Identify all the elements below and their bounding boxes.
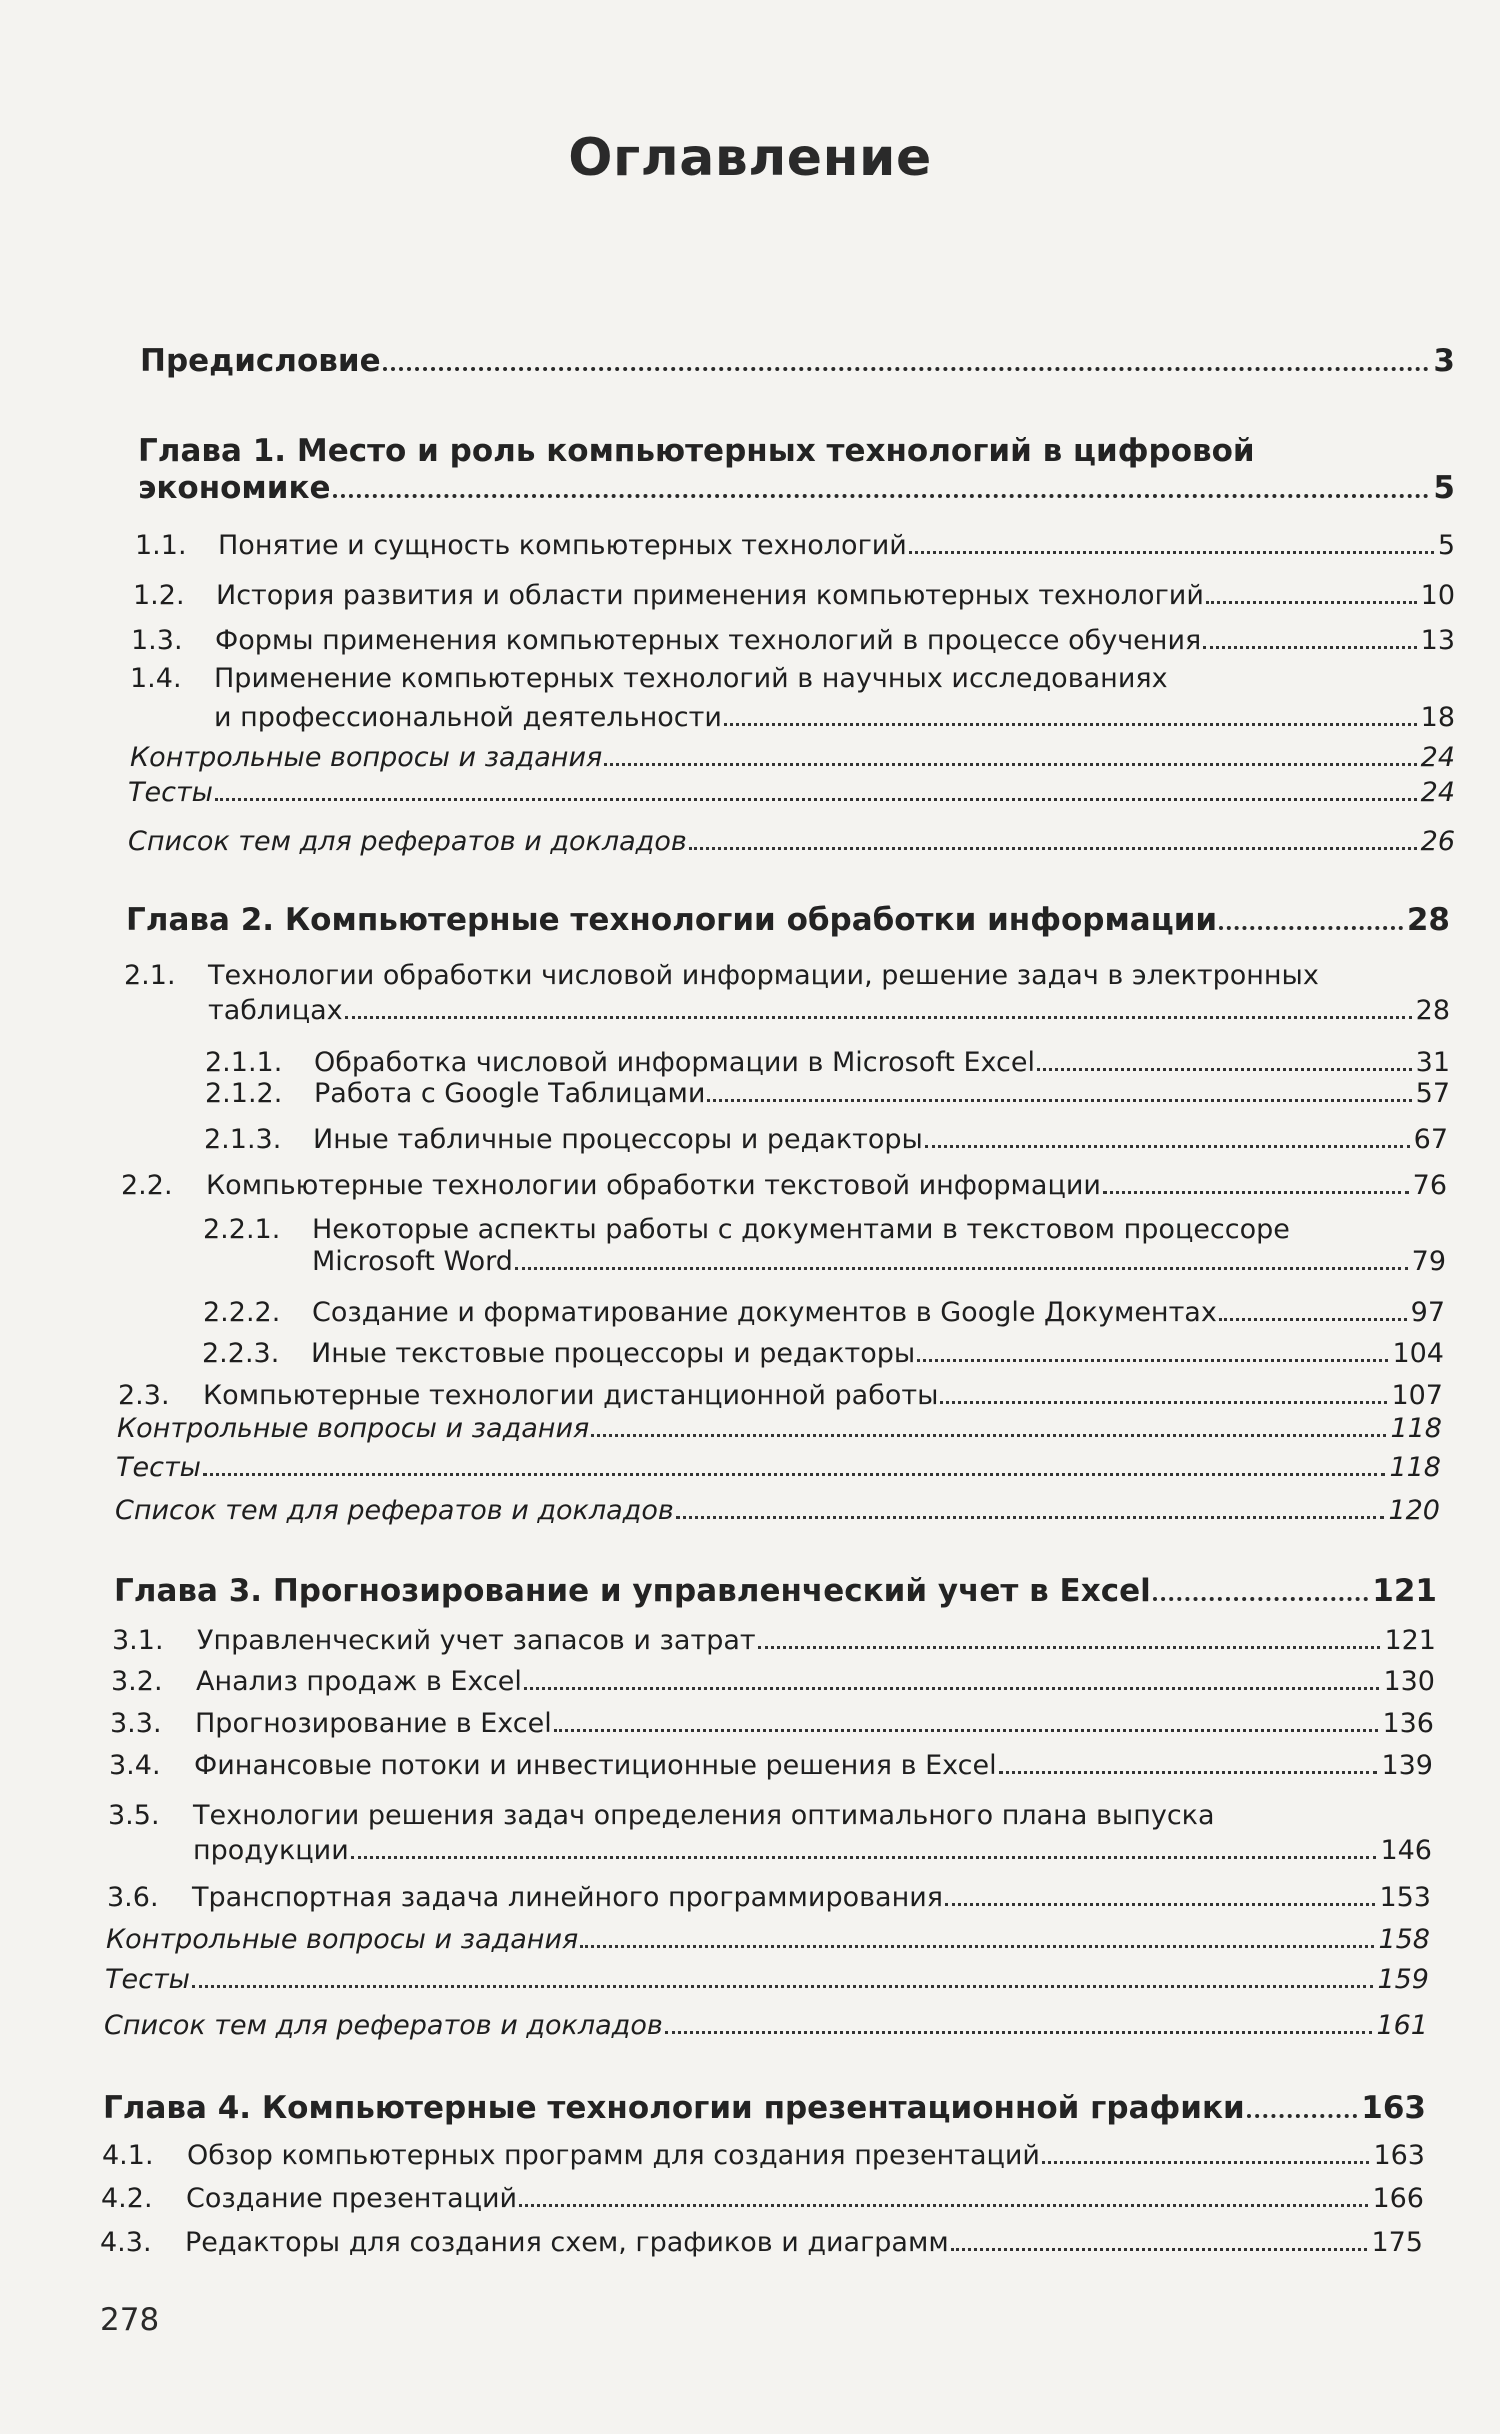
toc-entry-title: Создание и форматирование документов в Google Документах bbox=[312, 1297, 1217, 1328]
toc-entry-title-continued: и профессиональной деятельности bbox=[214, 702, 722, 733]
toc-page-number: 76 bbox=[1412, 1170, 1447, 1201]
toc-section-entry[interactable] bbox=[101, 2183, 1424, 2214]
toc-page-number: 79 bbox=[1411, 1246, 1446, 1277]
toc-page-number: 161 bbox=[1376, 2010, 1428, 2041]
toc-entry-number: 1.4. bbox=[130, 663, 182, 694]
toc-section-entry[interactable] bbox=[111, 1666, 1435, 1697]
toc-appendix-entry[interactable] bbox=[116, 1452, 1441, 1483]
dot-leader bbox=[689, 847, 1417, 850]
toc-page-number: 31 bbox=[1415, 1047, 1450, 1078]
dot-leader bbox=[951, 2248, 1368, 2251]
page-number: 278 bbox=[100, 2302, 160, 2338]
toc-entry-number: 4.1. bbox=[102, 2140, 154, 2171]
toc-entry-title: Компьютерные технологии дистанционной работы bbox=[203, 1380, 939, 1411]
page-title: Оглавление bbox=[568, 128, 932, 188]
toc-entry-number: 2.2.2. bbox=[203, 1297, 281, 1328]
dot-leader bbox=[909, 551, 1434, 554]
toc-entry-title: Глава 1. Место и роль компьютерных технологий в цифровой bbox=[138, 433, 1255, 469]
toc-entry-continuation[interactable] bbox=[312, 1246, 1446, 1277]
toc-section-entry[interactable] bbox=[203, 1297, 1445, 1328]
toc-entry-number: 2.1.1. bbox=[205, 1047, 283, 1078]
toc-page-number: 28 bbox=[1406, 902, 1450, 938]
toc-entry-title: Прогнозирование в Excel bbox=[195, 1708, 552, 1739]
toc-section-entry[interactable] bbox=[203, 1214, 1446, 1245]
dot-leader bbox=[1042, 2161, 1369, 2164]
toc-page-number: 163 bbox=[1373, 2140, 1425, 2171]
toc-page-number: 10 bbox=[1420, 580, 1455, 611]
toc-entry-title: Транспортная задача линейного программирования bbox=[192, 1882, 944, 1913]
toc-page-number: 3 bbox=[1433, 343, 1455, 379]
toc-section-entry[interactable] bbox=[204, 1124, 1448, 1155]
toc-entry-title: Глава 4. Компьютерные технологии презентационной графики bbox=[103, 2090, 1245, 2126]
toc-entry-title: Редакторы для создания схем, графиков и диаграмм bbox=[185, 2227, 949, 2258]
toc-entry-title: Анализ продаж в Excel bbox=[196, 1666, 522, 1697]
dot-leader bbox=[215, 798, 1417, 801]
dot-leader bbox=[1153, 1597, 1369, 1601]
toc-page-number: 175 bbox=[1371, 2227, 1423, 2258]
toc-entry-number: 1.3. bbox=[131, 625, 183, 656]
toc-entry-title: Список тем для рефератов и докладов bbox=[104, 2010, 663, 2041]
toc-entry-title: Обзор компьютерных программ для создания презентаций bbox=[187, 2140, 1040, 2171]
toc-entry-number: 2.2. bbox=[121, 1170, 173, 1201]
toc-entry-title: Иные текстовые процессоры и редакторы bbox=[311, 1338, 916, 1369]
toc-page-number: 97 bbox=[1410, 1297, 1445, 1328]
dot-leader bbox=[1219, 1318, 1407, 1321]
dot-leader bbox=[351, 1856, 1377, 1859]
toc-entry-title: Формы применения компьютерных технологий в процессе обучения bbox=[215, 625, 1202, 656]
toc-entry-title: Работа с Google Таблицами bbox=[314, 1078, 706, 1109]
toc-page-number: 163 bbox=[1361, 2090, 1426, 2126]
toc-chapter-entry[interactable] bbox=[103, 2090, 1426, 2126]
toc-entry-title-continued: Microsoft Word bbox=[312, 1246, 513, 1277]
dot-leader bbox=[1103, 1191, 1409, 1194]
toc-entry-title: Понятие и сущность компьютерных технологий bbox=[218, 530, 907, 561]
toc-entry-title: История развития и области применения компьютерных технологий bbox=[216, 580, 1204, 611]
toc-page-number: 28 bbox=[1415, 995, 1450, 1026]
toc-entry-number: 1.1. bbox=[135, 530, 187, 561]
dot-leader bbox=[758, 1646, 1381, 1649]
toc-section-entry[interactable] bbox=[100, 2227, 1423, 2258]
dot-leader bbox=[1206, 601, 1417, 604]
toc-page-number: 118 bbox=[1389, 1452, 1441, 1483]
toc-entry-continuation[interactable] bbox=[208, 995, 1450, 1026]
toc-entry-title: Технологии решения задач определения оптимального плана выпуска bbox=[193, 1800, 1215, 1831]
toc-entry-title: Технологии обработки числовой информации, решение задач в электронных bbox=[208, 960, 1319, 991]
dot-leader bbox=[917, 1359, 1388, 1362]
toc-entry-title: Некоторые аспекты работы с документами в текстовом процессоре bbox=[312, 1214, 1290, 1245]
toc-entry-number: 3.5. bbox=[108, 1800, 160, 1831]
toc-page-number: 5 bbox=[1437, 530, 1455, 561]
dot-leader bbox=[1219, 926, 1403, 930]
toc-entry-number: 2.1.3. bbox=[204, 1124, 282, 1155]
toc-entry-title: Финансовые потоки и инвестиционные решения в Excel bbox=[194, 1750, 997, 1781]
toc-appendix-entry[interactable] bbox=[130, 742, 1455, 773]
toc-page-number: 153 bbox=[1379, 1882, 1431, 1913]
toc-page-number: 18 bbox=[1420, 702, 1455, 733]
toc-chapter-entry[interactable] bbox=[114, 1573, 1437, 1609]
toc-entry-title: Список тем для рефератов и докладов bbox=[115, 1495, 674, 1526]
toc-entry-number: 3.3. bbox=[110, 1708, 162, 1739]
toc-entry-title: Предисловие bbox=[140, 343, 381, 379]
toc-chapter-entry[interactable] bbox=[126, 902, 1450, 938]
dot-leader bbox=[345, 1016, 1412, 1019]
toc-entry-number: 3.2. bbox=[111, 1666, 163, 1697]
toc-page-number: 57 bbox=[1415, 1078, 1450, 1109]
toc-page-number: 121 bbox=[1384, 1625, 1436, 1656]
toc-entry-title: Тесты bbox=[116, 1452, 201, 1483]
toc-page-number: 130 bbox=[1383, 1666, 1435, 1697]
toc-page-number: 139 bbox=[1381, 1750, 1433, 1781]
toc-entry-continuation[interactable] bbox=[193, 1835, 1432, 1866]
dot-leader bbox=[999, 1771, 1378, 1774]
toc-page-number: 136 bbox=[1382, 1708, 1434, 1739]
dot-leader bbox=[591, 1434, 1386, 1437]
toc-section-entry[interactable] bbox=[109, 1750, 1433, 1781]
toc-entry-title: Глава 3. Прогнозирование и управленческий учет в Excel bbox=[114, 1573, 1151, 1609]
dot-leader bbox=[554, 1729, 1379, 1732]
toc-entry-title: Иные табличные процессоры и редакторы bbox=[313, 1124, 923, 1155]
toc-entry-number: 2.2.3. bbox=[202, 1338, 280, 1369]
toc-section-entry[interactable] bbox=[121, 1170, 1447, 1201]
toc-section-entry[interactable] bbox=[205, 1047, 1450, 1078]
dot-leader bbox=[203, 1473, 1385, 1476]
toc-chapter-entry[interactable] bbox=[138, 433, 1455, 469]
dot-leader bbox=[333, 494, 1430, 498]
toc-entry-title-continued: продукции bbox=[193, 1835, 349, 1866]
toc-entry-title: Контрольные вопросы и задания bbox=[106, 1924, 579, 1955]
toc-section-entry[interactable] bbox=[205, 1078, 1450, 1109]
toc-entry-title: Тесты bbox=[128, 777, 213, 808]
toc-entry-title-continued: экономике bbox=[138, 470, 331, 506]
dot-leader bbox=[1247, 2114, 1358, 2118]
toc-page-number: 24 bbox=[1420, 777, 1455, 808]
dot-leader bbox=[724, 723, 1417, 726]
dot-leader bbox=[925, 1145, 1410, 1148]
dot-leader bbox=[945, 1903, 1375, 1906]
toc-entry-title: Компьютерные технологии обработки текстовой информации bbox=[206, 1170, 1101, 1201]
toc-entry-title: Список тем для рефератов и докладов bbox=[128, 826, 687, 857]
toc-entry-number: 4.2. bbox=[101, 2183, 153, 2214]
toc-entry-title: Контрольные вопросы и задания bbox=[130, 742, 603, 773]
toc-page-number: 24 bbox=[1420, 742, 1455, 773]
dot-leader bbox=[580, 1945, 1374, 1948]
toc-page-number: 67 bbox=[1413, 1124, 1448, 1155]
toc-entry-number: 2.3. bbox=[118, 1380, 170, 1411]
toc-section-entry[interactable] bbox=[112, 1625, 1436, 1656]
dot-leader bbox=[707, 1099, 1411, 1102]
toc-page-number: 26 bbox=[1420, 826, 1455, 857]
toc-entry-number: 3.4. bbox=[109, 1750, 161, 1781]
toc-page-number: 166 bbox=[1372, 2183, 1424, 2214]
toc-section-entry[interactable] bbox=[102, 2140, 1425, 2171]
toc-section-entry[interactable] bbox=[108, 1800, 1432, 1831]
toc-section-entry[interactable] bbox=[118, 1380, 1443, 1411]
toc-entry-number: 3.1. bbox=[112, 1625, 164, 1656]
toc-section-entry[interactable] bbox=[107, 1882, 1431, 1913]
toc-entry-number: 2.2.1. bbox=[203, 1214, 281, 1245]
dot-leader bbox=[192, 1985, 1373, 1988]
toc-entry-number: 2.1.2. bbox=[205, 1078, 283, 1109]
toc-entry-title-continued: таблицах bbox=[208, 995, 343, 1026]
toc-page-number: 121 bbox=[1372, 1573, 1437, 1609]
toc-entry-title: Обработка числовой информации в Microsoft Excel bbox=[314, 1047, 1035, 1078]
toc-section-entry[interactable] bbox=[202, 1338, 1444, 1369]
dot-leader bbox=[940, 1401, 1387, 1404]
toc-page-number: 146 bbox=[1380, 1835, 1432, 1866]
toc-page-number: 159 bbox=[1377, 1964, 1429, 1995]
toc-section-entry[interactable] bbox=[124, 960, 1450, 991]
dot-leader bbox=[676, 1516, 1385, 1519]
dot-leader bbox=[524, 1687, 1380, 1690]
toc-entry-number: 4.3. bbox=[100, 2227, 152, 2258]
toc-section-entry[interactable] bbox=[131, 625, 1455, 656]
toc-appendix-entry[interactable] bbox=[128, 826, 1455, 857]
dot-leader bbox=[1203, 646, 1416, 649]
toc-appendix-entry[interactable] bbox=[128, 777, 1455, 808]
toc-page-number: 104 bbox=[1392, 1338, 1444, 1369]
toc-page-number: 120 bbox=[1388, 1495, 1440, 1526]
toc-entry-title: Создание презентаций bbox=[186, 2183, 518, 2214]
toc-section-entry[interactable] bbox=[130, 663, 1455, 694]
toc-section-entry[interactable] bbox=[110, 1708, 1434, 1739]
toc-page-number: 13 bbox=[1420, 625, 1455, 656]
toc-entry-title: Глава 2. Компьютерные технологии обработки информации bbox=[126, 902, 1218, 938]
toc-entry-number: 1.2. bbox=[133, 580, 185, 611]
toc-entry-title: Управленческий учет запасов и затрат bbox=[197, 1625, 756, 1656]
toc-entry-continuation[interactable] bbox=[138, 470, 1455, 506]
toc-entry-title: Тесты bbox=[105, 1964, 190, 1995]
dot-leader bbox=[665, 2031, 1373, 2034]
toc-chapter-entry[interactable] bbox=[140, 343, 1455, 379]
dot-leader bbox=[1037, 1068, 1412, 1071]
toc-appendix-entry[interactable] bbox=[104, 2010, 1428, 2041]
toc-entry-title: Контрольные вопросы и задания bbox=[117, 1413, 590, 1444]
dot-leader bbox=[519, 2204, 1368, 2207]
toc-entry-continuation[interactable] bbox=[214, 702, 1455, 733]
toc-appendix-entry[interactable] bbox=[115, 1495, 1440, 1526]
dot-leader bbox=[604, 763, 1416, 766]
dot-leader bbox=[383, 367, 1430, 371]
toc-appendix-entry[interactable] bbox=[105, 1964, 1429, 1995]
toc-entry-number: 3.6. bbox=[107, 1882, 159, 1913]
toc-page-number: 118 bbox=[1390, 1413, 1442, 1444]
toc-page-number: 5 bbox=[1433, 470, 1455, 506]
toc-section-entry[interactable] bbox=[135, 530, 1455, 561]
toc-entry-title: Применение компьютерных технологий в научных исследованиях bbox=[214, 663, 1168, 694]
toc-entry-number: 2.1. bbox=[124, 960, 176, 991]
toc-page-number: 158 bbox=[1378, 1924, 1430, 1955]
dot-leader bbox=[515, 1267, 1408, 1270]
toc-appendix-entry[interactable] bbox=[117, 1413, 1442, 1444]
toc-section-entry[interactable] bbox=[133, 580, 1455, 611]
toc-appendix-entry[interactable] bbox=[106, 1924, 1430, 1955]
toc-page-number: 107 bbox=[1391, 1380, 1443, 1411]
